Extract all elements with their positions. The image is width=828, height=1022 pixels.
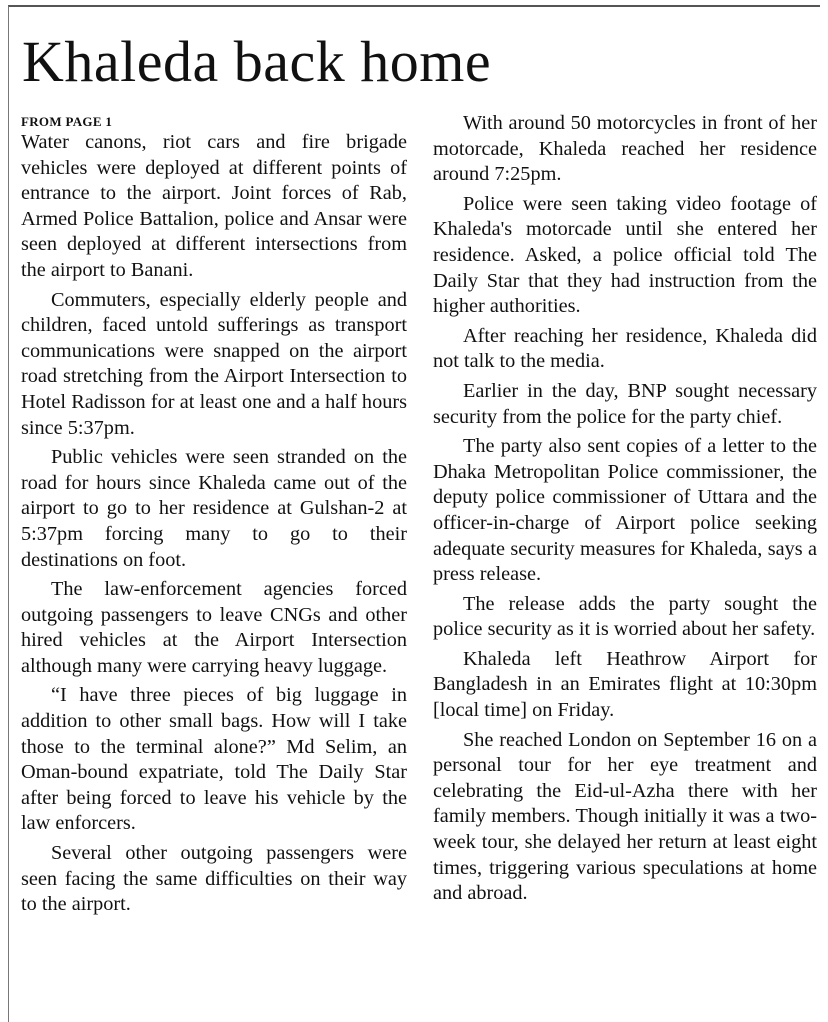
right-column	[433, 111, 817, 907]
paragraph: “I have three pieces of big luggage in addition to other small bags. How will I take those to the terminal alone?” Md Selim, an Oman-bound expatriate, told The Daily Star after being forced to leave his vehicle by the law enforcers.	[21, 684, 407, 835]
paragraph: Commuters, especially elderly people and children, faced untold sufferings as transport communications were snapped on the airport road stretching from the Airport Intersection to Hotel Radisson for at least one and a half hours since 5:37pm.	[21, 288, 407, 439]
paragraph: Police were seen taking video footage of Khaleda's motorcade until she entered her residence. Asked, a police official told The Daily Star that they had instruction from the higher authorities.	[433, 192, 817, 318]
paragraph: The party also sent copies of a letter to the Dhaka Metropolitan Police commissioner, the deputy police commissioner of Uttara and the officer-in-charge of Airport police seeking adequate security measures for Khaleda, says a press release.	[433, 435, 817, 586]
paragraph: Public vehicles were seen stranded on the road for hours since Khaleda came out of the airport to go to her residence at Gulshan-2 at 5:37pm forcing many to go to their destinations on foot.	[21, 446, 407, 571]
paragraph: With around 50 motorcycles in front of her motorcade, Khaleda reached her residence around 7:25pm.	[433, 112, 817, 186]
paragraph: Several other outgoing passengers were seen facing the same difficulties on their way to the airport.	[21, 842, 407, 916]
paragraph: The release adds the party sought the police security as it is worried about her safety.	[433, 592, 817, 641]
headline: Khaleda back home	[22, 29, 492, 94]
kicker: FROM PAGE 1	[21, 114, 113, 129]
paragraph: After reaching her residence, Khaleda did not talk to the media.	[433, 324, 817, 373]
paragraph: Khaleda left Heathrow Airport for Bangladesh in an Emirates flight at 10:30pm [local time] on Friday.	[433, 647, 817, 722]
paragraph: The law-enforcement agencies forced outgoing passengers to leave CNGs and other hired vehicles at the Airport Intersection although many were carrying heavy luggage.	[21, 578, 407, 677]
left-column	[21, 111, 407, 918]
paragraph: Earlier in the day, BNP sought necessary security from the police for the party chief.	[433, 379, 817, 428]
paragraph: Water canons, riot cars and fire brigade vehicles were deployed at different points of entrance to the airport. Joint forces of Rab, Armed Police Battalion, police and Ansar were seen deployed at different intersections from the airport to Banani.	[21, 131, 407, 281]
paragraph: She reached London on September 16 on a personal tour for her eye treatment and celebrating the Eid-ul-Azha there with her family members. Though initially it was a two-week tour, she delayed her return at least eight times, triggering various speculations at home and abroad.	[433, 728, 817, 905]
